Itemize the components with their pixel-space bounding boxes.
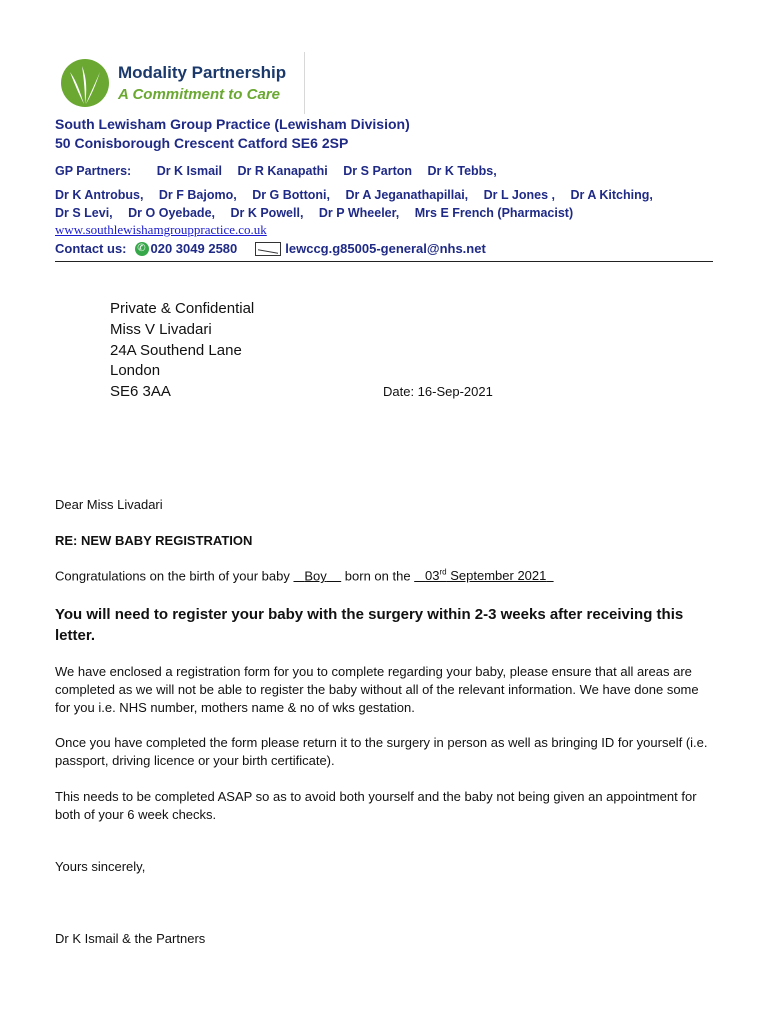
leaf-icon xyxy=(60,58,110,108)
congrats-prefix: Congratulations on the birth of your baby xyxy=(55,568,294,584)
birth-month-year: September 2021 xyxy=(446,568,547,584)
baby-sex-field xyxy=(293,568,341,583)
address-line: Private & Confidential xyxy=(110,300,255,317)
paragraph-2: Once you have completed the form please return it to the surgery in person as well as bringing ID for yourself (i.e. passport, driving licence or your birth certificate). xyxy=(55,735,708,768)
partner-name: Dr F Bajomo, xyxy=(158,188,237,202)
partner-name: Dr P Wheeler, xyxy=(318,206,400,220)
registration-notice: You will need to register your baby with the surgery within 2-3 weeks after receiving this letter. xyxy=(55,606,684,644)
partner-name: Dr K Ismail xyxy=(156,164,222,178)
partner-name: Dr A Jeganathapillai, xyxy=(345,188,469,202)
subject-line: RE: NEW BABY REGISTRATION xyxy=(55,533,253,548)
logo-divider xyxy=(304,52,305,114)
birth-date-field xyxy=(414,568,553,583)
partner-name: Dr L Jones , xyxy=(483,188,555,202)
partner-name: Dr G Bottoni, xyxy=(252,188,330,202)
partners-row-3 xyxy=(55,204,665,222)
partner-name: Dr S Parton xyxy=(343,164,413,178)
partner-name: Dr O Oyebade, xyxy=(128,206,215,220)
partners-label: GP Partners: xyxy=(55,164,132,178)
partner-name: Dr A Kitching, xyxy=(570,188,653,202)
baby-sex-value: Boy xyxy=(304,568,327,584)
partners-row-2 xyxy=(55,186,665,204)
email-address[interactable]: lewccg.g85005-general@nhs.net xyxy=(285,241,486,256)
address-line: SE6 3AA xyxy=(110,383,171,401)
paragraph-1: We have enclosed a registration form for you to complete regarding your baby, please ensure that all areas are completed as we will not be able to register the baby without all of the relevant information. We have done some for you i.e. NHS number, mothers name & no of wks gestation. xyxy=(55,664,699,715)
partner-name: Mrs E French (Pharmacist) xyxy=(414,206,574,220)
birth-day: 03 xyxy=(425,568,440,584)
logo-name: Modality Partnership xyxy=(118,63,287,82)
closing: Yours sincerely, xyxy=(55,859,146,874)
modality-logo xyxy=(60,58,310,110)
contact-line xyxy=(55,241,486,256)
header-divider xyxy=(55,261,713,262)
recipient-address xyxy=(110,299,254,403)
partner-name: Dr K Tebbs, xyxy=(427,164,497,178)
address-line: Miss V Livadari xyxy=(110,320,212,338)
practice-name: South Lewisham Group Practice (Lewisham Division) xyxy=(55,116,410,132)
practice-address: 50 Conisborough Crescent Catford SE6 2SP xyxy=(55,135,349,151)
partner-name: Dr K Antrobus, xyxy=(55,188,144,202)
partners-list xyxy=(55,162,665,222)
partners-row-1 xyxy=(55,162,665,180)
address-line: London xyxy=(110,362,161,380)
congratulations-line xyxy=(55,568,554,583)
address-line: 24A Southend Lane xyxy=(110,341,242,359)
paragraph-3: This needs to be completed ASAP so as to avoid both yourself and the baby not being given an appointment for both of your 6 week checks. xyxy=(55,789,697,822)
partner-name: Dr S Levi, xyxy=(55,206,113,220)
website-link[interactable]: www.southlewishamgrouppractice.co.uk xyxy=(55,222,267,237)
birth-day-suffix: rd xyxy=(439,568,447,577)
congrats-mid: born on the xyxy=(341,568,415,584)
letter-date: Date: 16-Sep-2021 xyxy=(383,384,493,399)
salutation: Dear Miss Livadari xyxy=(55,497,163,512)
partner-name: Dr R Kanapathi xyxy=(237,164,328,178)
phone-number: 020 3049 2580 xyxy=(150,241,238,256)
contact-label: Contact us: xyxy=(55,241,127,256)
phone-icon: ✆ xyxy=(135,242,149,256)
logo-tagline: A Commitment to Care xyxy=(118,86,280,103)
partner-name: Dr K Powell, xyxy=(230,206,304,220)
mail-icon xyxy=(255,242,281,256)
signature: Dr K Ismail & the Partners xyxy=(55,931,206,946)
